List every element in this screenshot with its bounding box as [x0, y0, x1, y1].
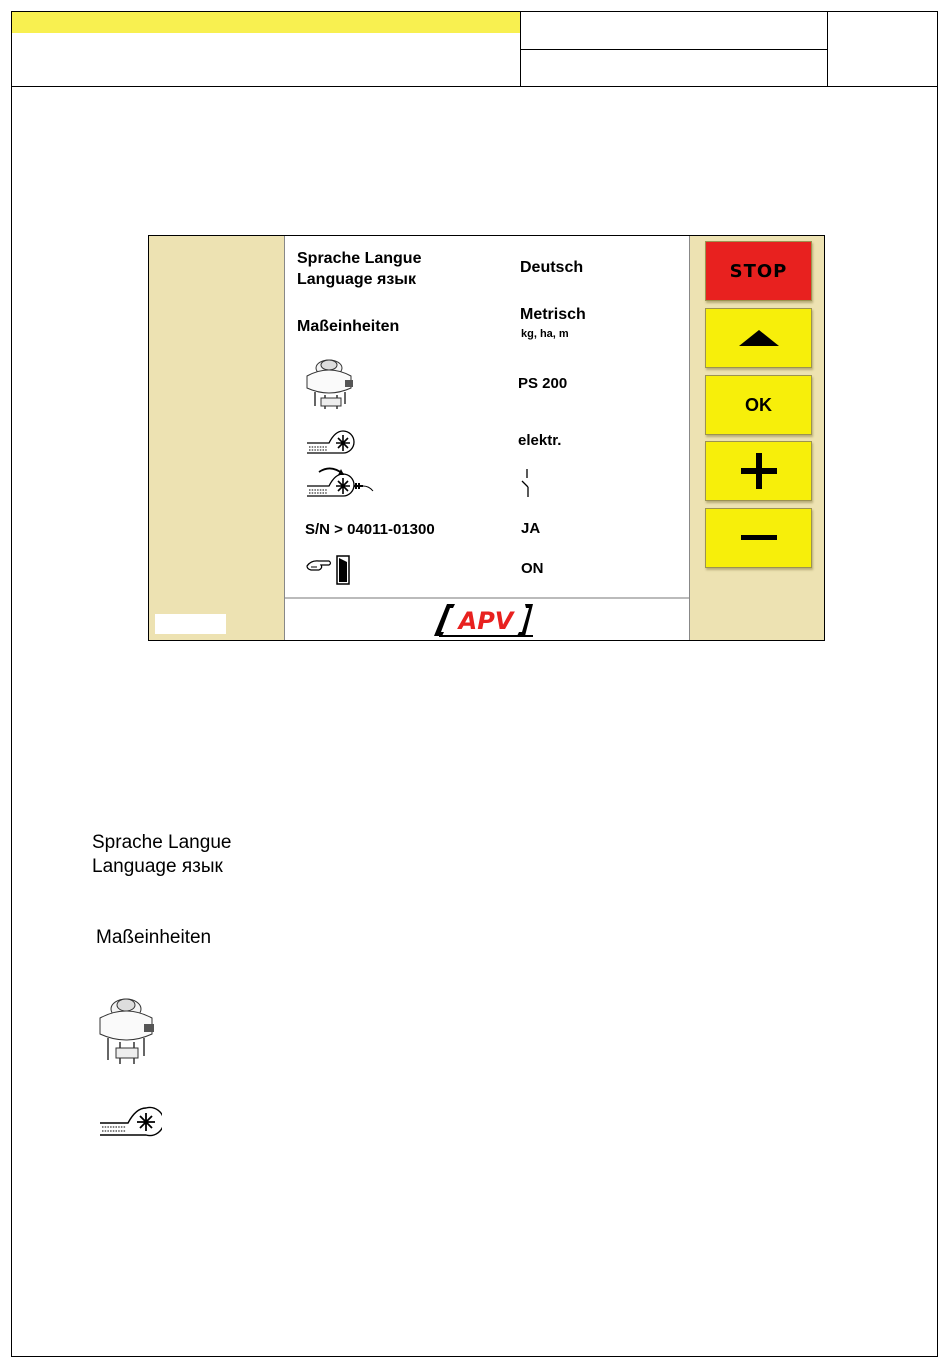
header-highlight-bar — [12, 12, 520, 33]
hand-switch-icon — [305, 552, 355, 588]
apv-logo — [433, 602, 539, 638]
language-label-line2: Language язык — [297, 271, 416, 288]
legend-language-line1: Sprache Langue — [92, 832, 232, 853]
machine-value[interactable]: PS 200 — [518, 375, 568, 392]
ok-label: OK — [745, 394, 772, 415]
language-label-line1: Sprache Langue — [297, 250, 422, 267]
header-divider — [520, 49, 827, 50]
page-header — [11, 11, 938, 87]
up-arrow-icon — [739, 328, 779, 348]
minus-button[interactable] — [705, 508, 812, 568]
language-value[interactable]: Deutsch — [520, 259, 584, 276]
units-value[interactable]: Metrisch — [520, 306, 586, 323]
units-label: Maßeinheiten — [297, 318, 400, 335]
spreader-device-icon — [94, 992, 160, 1068]
status-field — [155, 614, 226, 634]
header-divider — [827, 11, 828, 86]
plus-button[interactable] — [705, 441, 812, 501]
fan-drive-icon — [305, 429, 355, 455]
plus-icon — [739, 451, 779, 491]
settings-panel — [284, 236, 690, 640]
switch-symbol-icon[interactable] — [521, 469, 533, 497]
legend-language-line2: Language язык — [92, 856, 223, 877]
fan-drive-icon — [98, 1105, 162, 1137]
terminal-screen — [148, 235, 825, 641]
stop-label: STOP — [729, 260, 788, 282]
up-button[interactable] — [705, 308, 812, 368]
logo-divider — [285, 597, 689, 599]
ok-button[interactable] — [705, 375, 812, 435]
fan-sensor-icon — [305, 464, 377, 498]
page-frame — [11, 11, 938, 1357]
units-value-sub: kg, ha, m — [521, 328, 569, 340]
minus-icon — [739, 533, 779, 543]
svg-text:APV: APV — [458, 607, 514, 635]
spreader-device-icon — [301, 354, 361, 412]
hand-switch-value[interactable]: ON — [521, 560, 544, 577]
serial-label: S/N > 04011-01300 — [305, 521, 435, 538]
serial-value[interactable]: JA — [521, 520, 541, 537]
fan-drive-value[interactable]: elektr. — [518, 432, 562, 449]
stop-button[interactable] — [705, 241, 812, 301]
legend-units: Maßeinheiten — [96, 927, 212, 948]
